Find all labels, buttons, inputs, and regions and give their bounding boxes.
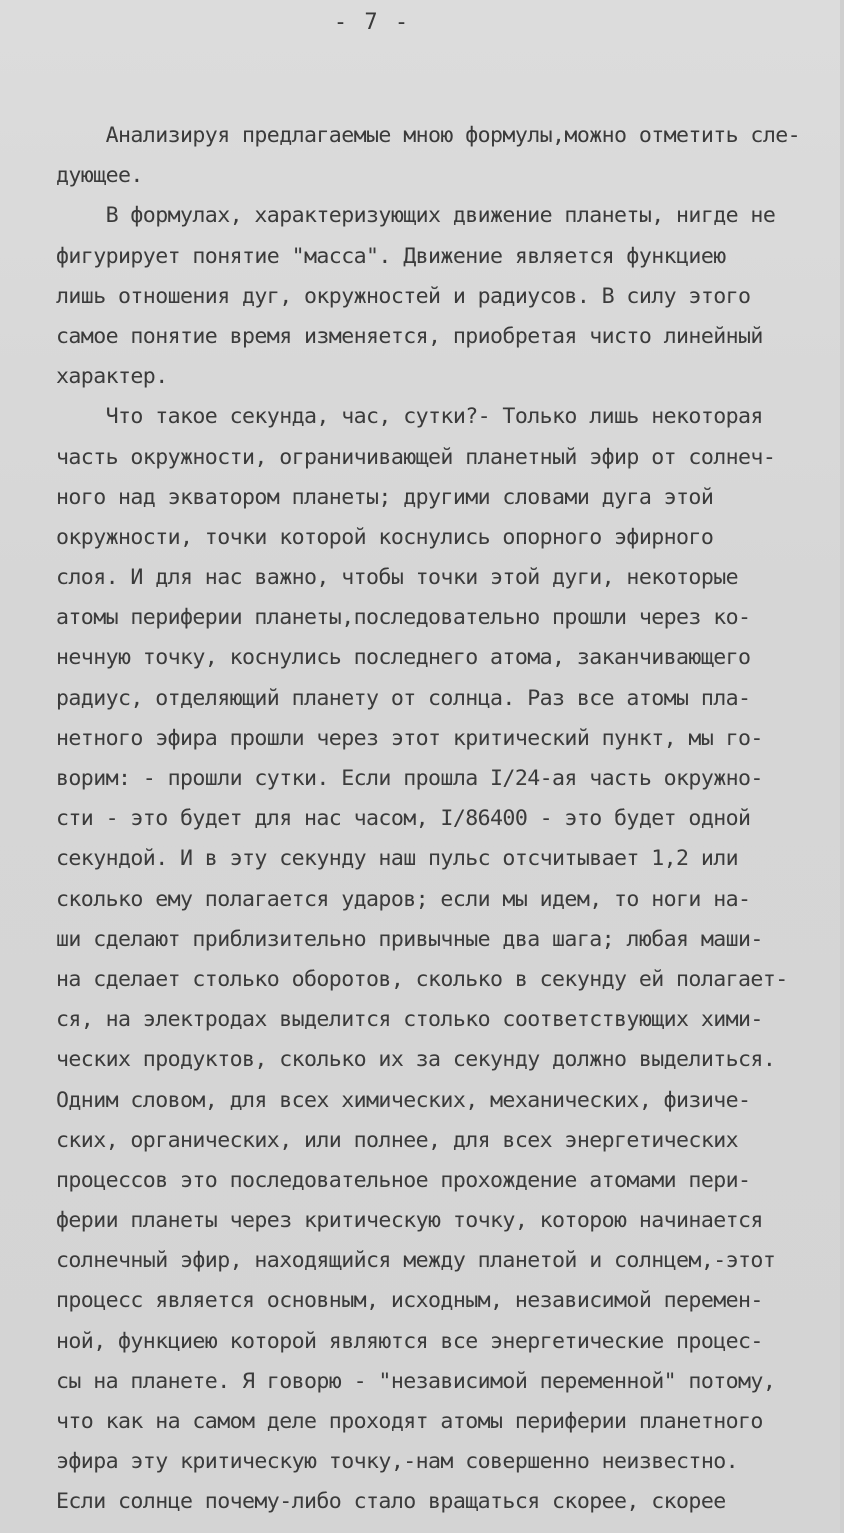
text-line: сы на планете. Я говорю - "независимой переменной" потому, <box>56 1368 776 1394</box>
text-line: сти - это будет для нас часом, I/86400 - это будет одной <box>56 806 751 832</box>
body-text <box>56 116 831 1523</box>
text-line: В формулах, характеризующих движение планеты, нигде не <box>56 203 776 229</box>
text-line: солнечный эфир, находящийся между планетой и солнцем,-этот <box>56 1248 776 1274</box>
text-line: самое понятие время изменяется, приобретая чисто линейный <box>56 323 763 349</box>
text-line: Что такое секунда, час, сутки?- Только лишь некоторая <box>56 404 763 430</box>
text-line: Анализируя предлагаемые мною формулы,можно отметить сле- <box>56 123 801 148</box>
text-line: процессов это последовательное прохождение атомами пери- <box>56 1167 751 1193</box>
text-line: радиус, отделяющий планету от солнца. Раз все атомы пла- <box>56 685 751 711</box>
text-line: ческих продуктов, сколько их за секунду должно выделиться. <box>56 1047 776 1073</box>
text-line: атомы периферии планеты,последовательно прошли через ко- <box>56 605 751 631</box>
text-line: нечную точку, коснулись последнего атома, заканчивающего <box>56 645 751 671</box>
page-edge <box>840 0 844 1533</box>
text-line: сколько ему полагается ударов; если мы идем, то ноги на- <box>56 886 751 912</box>
text-line: ферии планеты через критическую точку, которою начинается <box>56 1208 763 1234</box>
text-line: часть окружности, ограничивающей планетный эфир от солнеч- <box>56 444 776 470</box>
text-line: характер. <box>56 364 168 390</box>
text-line: фигурирует понятие "масса". Движение является функциею <box>56 243 726 269</box>
text-line: ной, функциею которой являются все энергетические процес- <box>56 1328 763 1354</box>
text-line: на сделает столько оборотов, сколько в секунду ей полагает- <box>56 966 788 992</box>
text-line: ши сделают приблизительно привычные два шага; любая маши- <box>56 926 763 952</box>
text-line: процесс является основным, исходным, независимой перемен- <box>56 1288 763 1314</box>
text-line: нетного эфира прошли через этот критический пункт, мы го- <box>56 725 763 751</box>
text-line: Одним словом, для всех химических, механических, физиче- <box>56 1087 751 1113</box>
text-line: дующее. <box>56 163 143 189</box>
text-line: ного над экватором планеты; другими словами дуга этой <box>56 484 714 510</box>
text-line: окружности, точки которой коснулись опорного эфирного <box>56 524 714 550</box>
text-line: секундой. И в эту секунду наш пульс отсчитывает 1,2 или <box>56 846 739 872</box>
text-line: ворим: - прошли сутки. Если прошла I/24-ая часть окружно- <box>56 766 763 791</box>
text-line: ся, на электродах выделится столько соответствующих хими- <box>56 1007 763 1033</box>
text-line: ских, органических, или полнее, для всех энергетических <box>56 1127 739 1153</box>
text-line: что как на самом деле проходят атомы периферии планетного <box>56 1409 763 1434</box>
text-line: Если солнце почему-либо стало вращаться скорее, скорее <box>56 1489 726 1515</box>
text-line: эфира эту критическую точку,-нам совершенно неизвестно. <box>56 1449 739 1475</box>
page-number: - 7 - <box>333 10 411 35</box>
text-line: лишь отношения дуг, окружностей и радиусов. В силу этого <box>56 283 751 309</box>
text-line: слоя. И для нас важно, чтобы точки этой дуги, некоторые <box>56 565 739 591</box>
